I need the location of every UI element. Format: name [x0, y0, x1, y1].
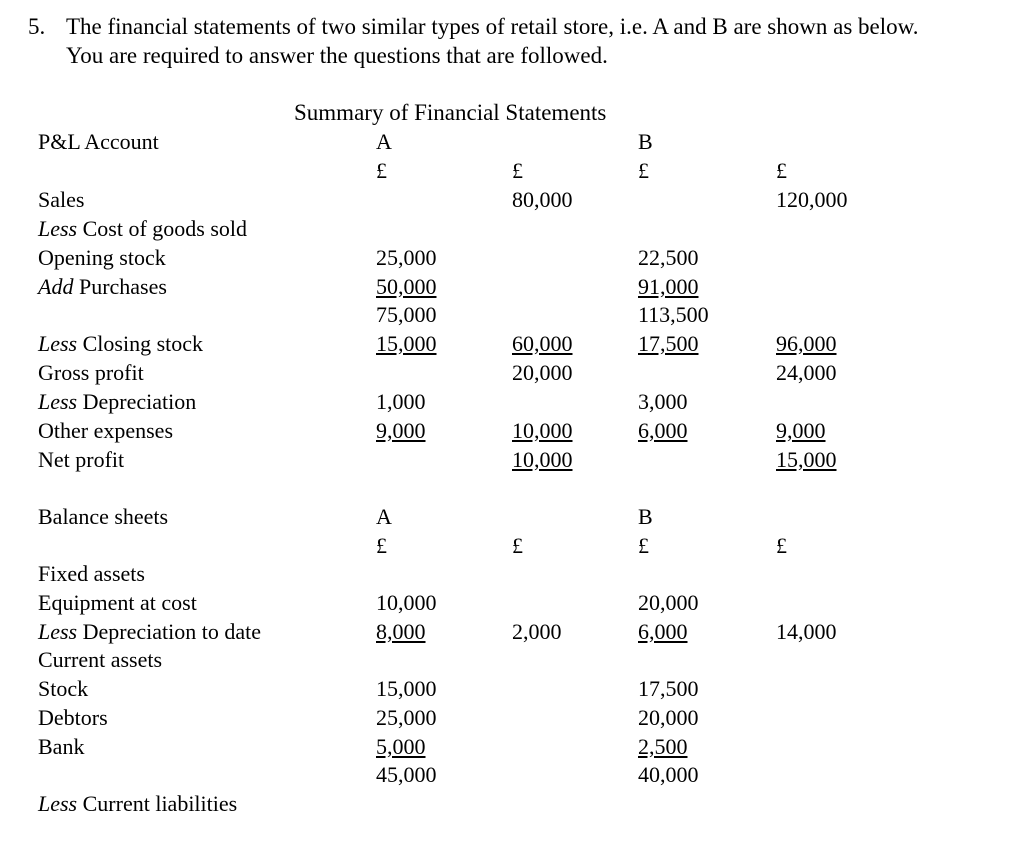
pl-sales-a-total: 80,000 — [512, 187, 573, 212]
pl-other-b: 6,000 — [638, 418, 688, 443]
pl-opening-b: 22,500 — [638, 245, 699, 270]
pl-gross-b-total: 24,000 — [776, 360, 837, 385]
pl-cogs-label — [38, 216, 247, 242]
bs-ca-total-b: 40,000 — [638, 762, 699, 787]
pl-closing-a: 15,000 — [376, 331, 437, 356]
pl-cogs-prefix: Less — [38, 216, 78, 241]
pl-net-b-total: 15,000 — [776, 447, 837, 472]
pl-sales-b-total: 120,000 — [776, 187, 848, 212]
bs-bank-label: Bank — [38, 734, 85, 759]
bs-dep-to-date-b-total: 14,000 — [776, 619, 837, 644]
pl-depreciation-a: 1,000 — [376, 389, 426, 414]
pl-depreciation-label — [38, 389, 196, 415]
bs-stock-a: 15,000 — [376, 676, 437, 701]
question-number: 5. — [28, 14, 46, 39]
pl-depreciation-text: Depreciation — [77, 389, 197, 414]
pl-purchases-b: 91,000 — [638, 274, 699, 299]
bs-dep-to-date-a: 8,000 — [376, 619, 426, 644]
pl-currency-b-total: £ — [776, 158, 787, 183]
pl-gross-label: Gross profit — [38, 360, 144, 385]
bs-stock-b: 17,500 — [638, 676, 699, 701]
bs-debtors-a: 25,000 — [376, 705, 437, 730]
pl-other-a: 9,000 — [376, 418, 426, 443]
bs-equipment-b: 20,000 — [638, 590, 699, 615]
pl-depreciation-prefix: Less — [38, 389, 78, 414]
bs-fixed-label: Fixed assets — [38, 561, 145, 586]
bs-bank-a: 5,000 — [376, 734, 426, 759]
bs-bank-b: 2,500 — [638, 734, 688, 759]
pl-net-a-total: 10,000 — [512, 447, 573, 472]
question-line-2: You are required to answer the questions that are followed. — [66, 43, 608, 68]
pl-purchases-a: 50,000 — [376, 274, 437, 299]
pl-cogs-text: Cost of goods sold — [77, 216, 248, 241]
bs-liabilities-prefix: Less — [38, 791, 78, 816]
pl-opening-a: 25,000 — [376, 245, 437, 270]
bs-currency-b: £ — [638, 533, 649, 558]
question-line-1: The financial statements of two similar types of retail store, i.e. A and B are shown as below. — [66, 14, 919, 39]
bs-stock-label: Stock — [38, 676, 89, 701]
pl-closing-text: Closing stock — [77, 331, 204, 356]
pl-net-label: Net profit — [38, 447, 125, 472]
summary-title: Summary of Financial Statements — [294, 100, 607, 125]
pl-depreciation-b: 3,000 — [638, 389, 688, 414]
bs-dep-to-date-b: 6,000 — [638, 619, 688, 644]
bs-dep-to-date-a-total: 2,000 — [512, 619, 562, 644]
bs-currency-a-total: £ — [512, 533, 523, 558]
pl-currency-b: £ — [638, 158, 649, 183]
bs-equipment-label: Equipment at cost — [38, 590, 197, 615]
pl-gross-a-total: 20,000 — [512, 360, 573, 385]
bs-equipment-a: 10,000 — [376, 590, 437, 615]
pl-closing-b-total: 96,000 — [776, 331, 837, 356]
pl-closing-prefix: Less — [38, 331, 78, 356]
pl-other-a-total: 10,000 — [512, 418, 573, 443]
bs-currency-a: £ — [376, 533, 387, 558]
bs-currency-b-total: £ — [776, 533, 787, 558]
bs-col-a-label: A — [376, 504, 392, 529]
pl-closing-a-total: 60,000 — [512, 331, 573, 356]
pl-purchases-label — [38, 274, 167, 300]
bs-current-label: Current assets — [38, 647, 163, 672]
pl-subtotal-b: 113,500 — [638, 302, 709, 327]
pl-heading: P&L Account — [38, 129, 159, 154]
pl-closing-label — [38, 331, 203, 357]
pl-opening-label: Opening stock — [38, 245, 166, 270]
bs-debtors-b: 20,000 — [638, 705, 699, 730]
pl-subtotal-a: 75,000 — [376, 302, 437, 327]
bs-dep-to-date-label — [38, 619, 261, 645]
pl-col-b-label: B — [638, 129, 653, 154]
pl-col-a-label: A — [376, 129, 392, 154]
bs-ca-total-a: 45,000 — [376, 762, 437, 787]
bs-col-b-label: B — [638, 504, 653, 529]
bs-dep-to-date-text: Depreciation to date — [77, 619, 261, 644]
pl-sales-label: Sales — [38, 187, 85, 212]
pl-purchases-text: Purchases — [73, 274, 167, 299]
bs-dep-to-date-prefix: Less — [38, 619, 78, 644]
pl-other-label: Other expenses — [38, 418, 174, 443]
bs-debtors-label: Debtors — [38, 705, 108, 730]
pl-currency-a: £ — [376, 158, 387, 183]
bs-liabilities-label — [38, 791, 237, 817]
pl-currency-a-total: £ — [512, 158, 523, 183]
pl-other-b-total: 9,000 — [776, 418, 826, 443]
pl-purchases-prefix: Add — [38, 274, 74, 299]
pl-closing-b: 17,500 — [638, 331, 699, 356]
bs-liabilities-text: Current liabilities — [77, 791, 238, 816]
bs-heading: Balance sheets — [38, 504, 169, 529]
